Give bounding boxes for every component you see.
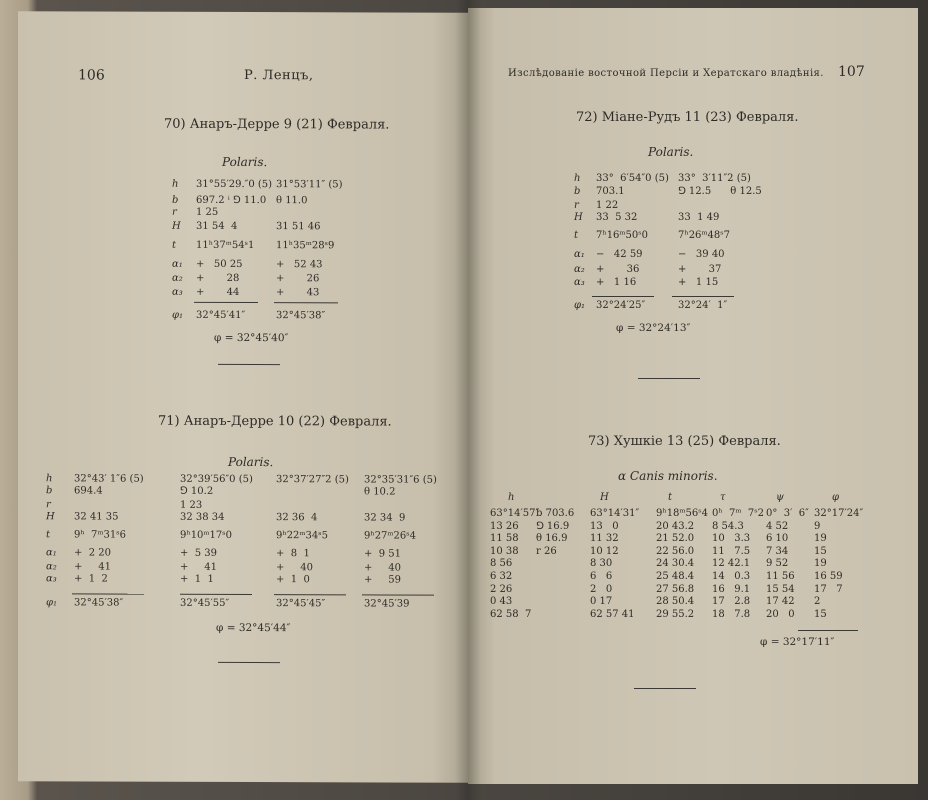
table-cell-tau: 17 2.8 — [712, 596, 751, 607]
table-cell-tau: 14 0.3 — [712, 571, 751, 582]
section-73-result: φ = 32°17′11″ — [760, 636, 835, 648]
section-70-separator — [218, 364, 280, 365]
table-cell: + 1 15 — [678, 277, 719, 288]
table-cell: 697.2 ⁱ ⅁ 11.0 — [196, 194, 267, 207]
table-cell-psi: 6 10 — [766, 533, 789, 544]
table-cell: + 41 — [74, 561, 111, 573]
table-cell-phi: 2 — [814, 596, 821, 607]
table-cell-H: 8 30 — [590, 558, 613, 569]
h-value: 10 38 — [490, 546, 519, 557]
table-cell: 32°39′56″0 (5) — [180, 473, 253, 486]
aux-value: b 703.6 — [536, 508, 575, 519]
table-cell: 32°24′25″ — [596, 300, 646, 311]
table-cell: ⅁ 10.2 — [180, 485, 214, 497]
section-71-star: Polaris. — [228, 454, 274, 470]
table-cell: 32°45′45″ — [276, 598, 326, 610]
h-value: 13 26 — [490, 521, 519, 532]
table-cell: + 1 1 — [180, 573, 214, 585]
right-page — [468, 8, 918, 784]
table-cell: − 42 59 — [596, 249, 643, 260]
table-cell-H: 10 12 — [590, 546, 619, 557]
table-row-symbol: r — [172, 206, 177, 218]
table-cell: + 52 43 — [276, 259, 323, 271]
table-cell-t: 9ʰ18ᵐ56ˢ4 — [656, 508, 709, 519]
table-cell: 32°45′39 — [364, 598, 410, 610]
table-cell: 9ʰ 7ᵐ31ˢ6 — [74, 529, 126, 541]
table-cell: 32 36 4 — [276, 512, 318, 524]
table-cell: 9ʰ27ᵐ26ˢ4 — [364, 530, 417, 542]
table-cell: 33° 3′11″2 (5) — [678, 173, 751, 184]
table-cell-t: 20 43.2 — [656, 521, 695, 532]
table-cell-tau: 16 9.1 — [712, 584, 751, 595]
section-71-sum-line-4 — [362, 594, 434, 595]
table-cell-phi: 15 — [814, 609, 827, 620]
table-cell-t: 25 48.4 — [656, 571, 695, 582]
section-73-title: 73) Хушкіе 13 (25) Февраля. — [588, 434, 781, 449]
section-70-star: Polaris. — [222, 154, 268, 170]
table-row-symbol: b — [46, 485, 53, 497]
table-cell-tau: 8 54.3 — [712, 521, 744, 532]
table-cell-t: 21 52.0 — [656, 533, 695, 544]
table-cell-psi: 20 0 — [766, 609, 795, 620]
h-value: 63°14′57″ — [490, 508, 540, 519]
table-cell: 11ʰ35ᵐ28ˢ9 — [276, 240, 335, 252]
table-cell: − 39 40 — [678, 249, 725, 260]
table-cell: 33 5 32 — [596, 212, 638, 223]
table-cell: 32°45′38″ — [276, 310, 326, 322]
table-cell: + 1 16 — [596, 277, 637, 288]
table-row-symbol: r — [574, 200, 579, 211]
section-71-sum-line-3 — [274, 594, 346, 595]
table-row-symbol: α₂ — [574, 264, 585, 275]
section-70-sum-line-2 — [274, 302, 338, 303]
table-row-symbol: t — [46, 529, 51, 541]
table-cell: 33° 6′54″0 (5) — [596, 173, 669, 184]
table-cell: 1 25 — [196, 206, 219, 218]
table-cell: 1 23 — [180, 499, 203, 511]
table-cell-t: 24 30.4 — [656, 558, 695, 569]
aux-value: θ 16.9 — [536, 533, 568, 544]
running-head-left: Р. Ленцъ, — [244, 68, 314, 84]
section-71-separator — [218, 662, 280, 663]
table-cell-psi: 0° 3′ 6″ — [766, 508, 809, 519]
table-cell: 7ʰ26ᵐ48ˢ7 — [678, 230, 731, 241]
table-cell: + 44 — [196, 286, 240, 298]
table-cell-phi: 32°17′24″ — [814, 508, 864, 519]
table-cell: 7ʰ16ᵐ50ˢ0 — [596, 230, 649, 241]
table-cell-H: 6 6 — [590, 571, 613, 582]
table-cell-phi: 17 7 — [814, 584, 843, 595]
table-cell-tau: 18 7.8 — [712, 609, 751, 620]
column-header-phi: φ — [832, 492, 840, 503]
table-cell: 1 22 — [596, 200, 619, 211]
h-value: 62 58 7 — [490, 609, 532, 620]
table-cell: 703.1 — [596, 186, 625, 197]
table-cell: θ 10.2 — [364, 486, 396, 498]
table-cell-psi: 15 54 — [766, 584, 795, 595]
table-cell: θ 11.0 — [276, 195, 308, 207]
h-value: 0 43 — [490, 596, 513, 607]
column-header-t: t — [668, 492, 673, 503]
table-cell-phi: 15 — [814, 546, 827, 557]
table-cell: + 50 25 — [196, 258, 243, 270]
table-cell: 32 38 34 — [180, 511, 225, 523]
aux-value: r 26 — [536, 546, 557, 557]
table-cell-t: 29 55.2 — [656, 609, 695, 620]
table-cell: 9ʰ10ᵐ17ˢ0 — [180, 529, 233, 541]
running-head-right: Изслѣдованіе восточной Персіи и Хератскаго владѣнія. — [508, 68, 824, 79]
table-cell-H: 63°14′31″ — [590, 508, 640, 519]
table-cell-H: 11 32 — [590, 533, 619, 544]
table-cell-H: 0 17 — [590, 596, 613, 607]
table-cell: + 2 20 — [74, 547, 112, 559]
column-header-psi: ψ — [776, 492, 784, 503]
table-row-symbol: h — [172, 178, 179, 190]
table-cell-psi: 4 52 — [766, 521, 789, 532]
section-73-star: α Canis minoris. — [618, 469, 718, 483]
table-cell: + 26 — [276, 273, 320, 285]
table-cell: 32 41 35 — [74, 511, 119, 523]
section-72-sum-line-1 — [592, 296, 654, 297]
table-cell: + 40 — [364, 562, 401, 574]
section-72-result: φ = 32°24′13″ — [616, 322, 691, 334]
table-cell: 31°53′11″ (5) — [276, 179, 343, 191]
table-row-symbol: t — [172, 239, 177, 251]
table-cell: + 40 — [276, 562, 313, 574]
table-cell: + 36 — [596, 264, 640, 275]
table-cell-t: 27 56.8 — [656, 584, 695, 595]
table-cell-H: 2 0 — [590, 584, 613, 595]
table-cell: 9ʰ22ᵐ34ˢ5 — [276, 530, 329, 542]
table-row-symbol: H — [46, 511, 55, 523]
table-cell-H: 13 0 — [590, 521, 619, 532]
table-cell: 694.4 — [74, 485, 103, 497]
table-cell-tau: 11 7.5 — [712, 546, 751, 557]
table-cell: + 5 39 — [180, 547, 218, 559]
section-71-result: φ = 32°45′44″ — [216, 621, 291, 635]
table-cell: + 8 1 — [276, 548, 310, 560]
table-row-symbol: b — [172, 194, 179, 206]
table-row-symbol: H — [574, 212, 583, 223]
section-73-separator — [634, 688, 696, 689]
gutter-shadow — [455, 0, 481, 800]
left-page — [18, 11, 468, 783]
table-cell: 31 51 46 — [276, 221, 321, 233]
table-cell-psi: 17 42 — [766, 596, 795, 607]
table-row-symbol: α₃ — [46, 573, 57, 585]
table-row-symbol: α₁ — [172, 258, 183, 270]
table-cell-tau: 10 3.3 — [712, 533, 751, 544]
table-row-symbol: h — [46, 473, 53, 485]
table-cell-psi: 7 34 — [766, 546, 789, 557]
table-cell: + 9 51 — [364, 548, 402, 560]
h-value: 8 56 — [490, 558, 513, 569]
table-cell: + 59 — [364, 574, 401, 586]
h-value: 2 26 — [490, 584, 513, 595]
table-row-symbol: φ₁ — [574, 300, 586, 311]
h-value: 6 32 — [490, 571, 513, 582]
table-cell-phi: 9 — [814, 521, 821, 532]
table-cell-tau: 12 42.1 — [712, 558, 751, 569]
table-cell: 32°43′ 1″6 (5) — [74, 473, 144, 485]
table-cell-psi: 11 56 — [766, 571, 795, 582]
section-71-title: 71) Анаръ-Дерре 10 (22) Февраля. — [158, 413, 392, 430]
table-cell: 31°55′29.″0 (5) — [196, 178, 273, 191]
table-cell-t: 28 50.4 — [656, 596, 695, 607]
section-71-sum-line-1 — [72, 593, 144, 594]
table-cell: 33 1 49 — [678, 212, 720, 223]
section-72-sum-line-2 — [672, 296, 734, 297]
table-cell: ⅁ 12.5 θ 12.5 — [678, 186, 762, 197]
table-row-symbol: t — [574, 230, 579, 241]
section-70-result: φ = 32°45′40″ — [214, 331, 289, 345]
column-header-h: h — [508, 492, 515, 503]
table-row-symbol: H — [172, 220, 181, 232]
column-header-H: H — [600, 492, 609, 503]
table-cell-phi: 19 — [814, 558, 827, 569]
table-cell: + 1 0 — [276, 574, 310, 586]
table-row-symbol: h — [574, 173, 581, 184]
table-cell: + 28 — [196, 272, 240, 284]
section-72-separator — [638, 378, 700, 379]
table-cell-phi: 19 — [814, 533, 827, 544]
table-row-symbol: b — [574, 186, 581, 197]
page-number-right: 107 — [838, 64, 865, 80]
table-cell: 32°35′31″6 (5) — [364, 474, 437, 486]
table-cell: 32°45′41″ — [196, 309, 246, 322]
section-70-sum-line-1 — [194, 302, 258, 303]
page-number-left: 106 — [78, 67, 105, 84]
table-row-symbol: α₂ — [172, 272, 183, 284]
table-cell-tau: 0ʰ 7ᵐ 7ˢ2 — [712, 508, 764, 519]
table-cell-psi: 9 52 — [766, 558, 789, 569]
table-row-symbol: α₁ — [574, 249, 585, 260]
table-row-symbol: α₃ — [172, 286, 183, 298]
table-cell: + 1 2 — [74, 573, 108, 585]
table-cell-t: 22 56.0 — [656, 546, 695, 557]
section-72-title: 72) Міане-Рудъ 11 (23) Февраля. — [576, 110, 799, 125]
table-cell: 31 54 4 — [196, 220, 238, 232]
section-72-star: Polaris. — [648, 145, 694, 159]
table-row-symbol: α₁ — [46, 547, 57, 559]
table-cell: 32°37′27″2 (5) — [276, 474, 349, 486]
table-row-symbol: φ₁ — [172, 309, 184, 321]
table-row-symbol: φ₁ — [46, 597, 58, 609]
aux-value: ⅁ 16.9 — [536, 521, 570, 532]
table-cell: 32°45′55″ — [180, 597, 230, 609]
h-value: 11 58 — [490, 533, 519, 544]
table-cell: + 37 — [678, 264, 722, 275]
table-cell: + 41 — [180, 561, 217, 573]
table-cell: 32°24′ 1″ — [678, 300, 728, 311]
table-cell: 32 34 9 — [364, 512, 406, 524]
section-70-title: 70) Анаръ-Дерре 9 (21) Февраля. — [164, 116, 390, 133]
table-cell-phi: 16 59 — [814, 571, 843, 582]
section-71-sum-line-2 — [180, 594, 252, 595]
table-cell: 11ʰ37ᵐ54ˢ1 — [196, 239, 255, 252]
section-73-sum-line — [798, 630, 858, 631]
table-cell: 32°45′38″ — [74, 597, 124, 609]
table-row-symbol: α₃ — [574, 277, 585, 288]
table-row-symbol: r — [46, 499, 51, 511]
column-header-tau: τ — [720, 492, 726, 503]
table-cell: + 43 — [276, 287, 320, 299]
table-row-symbol: α₂ — [46, 561, 57, 573]
table-cell-H: 62 57 41 — [590, 609, 635, 620]
